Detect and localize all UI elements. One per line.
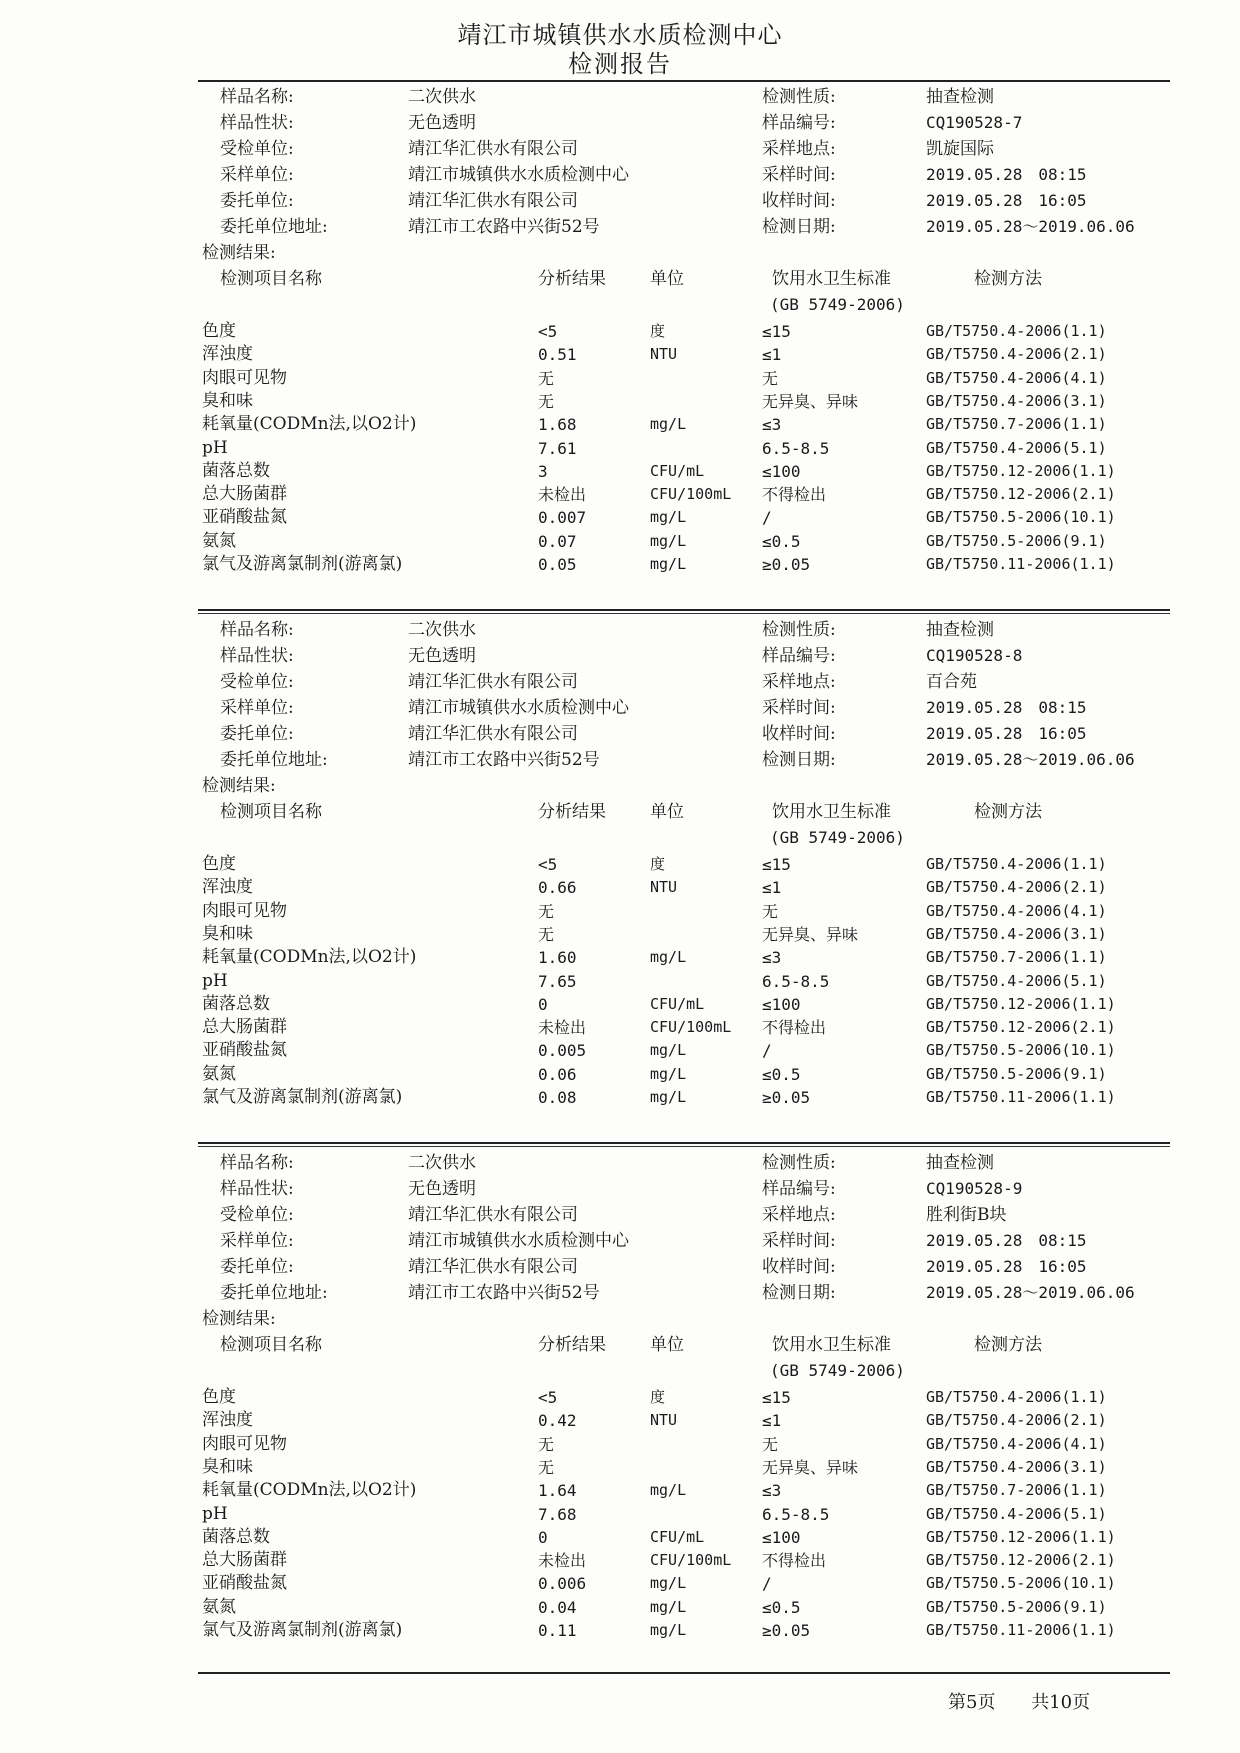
item-result: 无 bbox=[538, 901, 555, 921]
label-sample-name: 样品名称: bbox=[220, 1153, 294, 1173]
consignor-value: 靖江华汇供水有限公司 bbox=[408, 724, 578, 744]
client-value: 靖江华汇供水有限公司 bbox=[408, 1205, 578, 1225]
item-result: 0.007 bbox=[538, 508, 587, 528]
item-name: 氨氮 bbox=[202, 530, 236, 551]
item-name: 浑浊度 bbox=[202, 877, 253, 898]
item-unit: NTU bbox=[650, 878, 678, 897]
item-name: 氯气及游离氯制剂(游离氯) bbox=[202, 1087, 403, 1107]
item-standard: 6.5-8.5 bbox=[762, 971, 830, 991]
item-result: <5 bbox=[538, 322, 558, 341]
label-consignor-addr: 委托单位地址: bbox=[220, 750, 328, 770]
item-unit: mg/L bbox=[650, 948, 687, 967]
receive-time-value: 2019.05.28 16:05 bbox=[926, 724, 1087, 743]
footer-rule bbox=[198, 1672, 1170, 1674]
item-name: 菌落总数 bbox=[202, 993, 270, 1014]
item-name: 亚硝酸盐氮 bbox=[202, 507, 287, 528]
item-method: GB/T5750.4-2006(1.1) bbox=[926, 1388, 1107, 1406]
item-standard: ≤1 bbox=[762, 345, 782, 365]
item-method: GB/T5750.12-2006(1.1) bbox=[926, 461, 1116, 480]
label-sample-time: 采样时间: bbox=[762, 1231, 836, 1251]
item-name: 肉眼可见物 bbox=[202, 900, 287, 921]
label-receive-time: 收样时间: bbox=[762, 724, 836, 744]
sample-no-value: CQ190528-8 bbox=[926, 646, 1023, 665]
col-method-header: 检测方法 bbox=[974, 1335, 1042, 1355]
item-result: 未检出 bbox=[538, 1018, 587, 1038]
label-sampler: 采样单位: bbox=[220, 1231, 294, 1251]
item-method: GB/T5750.4-2006(5.1) bbox=[926, 438, 1107, 457]
label-sample-state: 样品性状: bbox=[220, 1179, 294, 1199]
item-method: GB/T5750.4-2006(2.1) bbox=[926, 878, 1107, 897]
item-method: GB/T5750.4-2006(1.1) bbox=[926, 322, 1107, 340]
item-name: 亚硝酸盐氮 bbox=[202, 1573, 287, 1594]
item-name: 氨氮 bbox=[202, 1063, 236, 1084]
item-name: 氨氮 bbox=[202, 1596, 236, 1617]
item-method: GB/T5750.7-2006(1.1) bbox=[926, 1481, 1107, 1500]
item-result: 未检出 bbox=[538, 1551, 587, 1571]
col-method-header: 检测方法 bbox=[974, 802, 1042, 822]
label-sampler: 采样单位: bbox=[220, 165, 294, 185]
test-type-value: 抽查检测 bbox=[926, 1153, 994, 1173]
item-standard: / bbox=[762, 1041, 772, 1061]
col-std-header: 饮用水卫生标准 bbox=[772, 802, 891, 822]
item-standard: 6.5-8.5 bbox=[762, 1504, 830, 1524]
col-method-header: 检测方法 bbox=[974, 269, 1042, 289]
label-test-type: 检测性质: bbox=[762, 620, 836, 640]
item-standard: ≤100 bbox=[762, 461, 801, 481]
item-name: 色度 bbox=[202, 321, 236, 341]
item-standard: ≥0.05 bbox=[762, 555, 811, 574]
item-standard: ≤15 bbox=[762, 1388, 791, 1407]
item-name: 色度 bbox=[202, 1387, 236, 1407]
item-method: GB/T5750.5-2006(9.1) bbox=[926, 1064, 1107, 1083]
label-sample-state: 样品性状: bbox=[220, 646, 294, 666]
item-result: 0.42 bbox=[538, 1411, 577, 1431]
sample-time-value: 2019.05.28 08:15 bbox=[926, 165, 1087, 184]
results-label: 检测结果: bbox=[202, 243, 276, 263]
sampler-value: 靖江市城镇供水水质检测中心 bbox=[408, 165, 629, 185]
label-consignor-addr: 委托单位地址: bbox=[220, 217, 328, 237]
item-result: 0 bbox=[538, 1527, 548, 1547]
item-result: 0.006 bbox=[538, 1574, 587, 1594]
consignor-value: 靖江华汇供水有限公司 bbox=[408, 191, 578, 211]
col-unit-header: 单位 bbox=[650, 1335, 684, 1355]
item-name: pH bbox=[202, 1503, 228, 1524]
section-divider-thin bbox=[198, 613, 1170, 614]
item-name: 臭和味 bbox=[202, 1456, 253, 1477]
item-standard: ≥0.05 bbox=[762, 1088, 811, 1107]
item-method: GB/T5750.4-2006(2.1) bbox=[926, 345, 1107, 364]
item-method: GB/T5750.5-2006(10.1) bbox=[926, 1041, 1116, 1060]
item-name: 耗氧量(CODMn法,以O2计) bbox=[202, 947, 417, 968]
item-standard: ≤0.5 bbox=[762, 1597, 801, 1617]
test-date-value: 2019.05.28～2019.06.06 bbox=[926, 217, 1135, 236]
label-sample-name: 样品名称: bbox=[220, 620, 294, 640]
test-date-value: 2019.05.28～2019.06.06 bbox=[926, 1283, 1135, 1302]
sample-state-value: 无色透明 bbox=[408, 646, 476, 666]
client-value: 靖江华汇供水有限公司 bbox=[408, 139, 578, 159]
item-method: GB/T5750.12-2006(1.1) bbox=[926, 1527, 1116, 1546]
sampler-value: 靖江市城镇供水水质检测中心 bbox=[408, 1231, 629, 1251]
results-label: 检测结果: bbox=[202, 1309, 276, 1329]
site-value: 胜利街B块 bbox=[926, 1205, 1007, 1225]
sample-no-value: CQ190528-7 bbox=[926, 113, 1023, 132]
item-result: 无 bbox=[538, 368, 555, 388]
item-result: 3 bbox=[538, 461, 548, 481]
item-result: 0.06 bbox=[538, 1064, 577, 1084]
item-method: GB/T5750.4-2006(3.1) bbox=[926, 924, 1107, 943]
item-unit: mg/L bbox=[650, 1597, 687, 1616]
test-type-value: 抽查检测 bbox=[926, 620, 994, 640]
label-test-date: 检测日期: bbox=[762, 750, 836, 770]
item-unit: NTU bbox=[650, 345, 678, 364]
label-sample-no: 样品编号: bbox=[762, 1179, 836, 1199]
item-result: 7.65 bbox=[538, 971, 577, 991]
label-client: 受检单位: bbox=[220, 672, 294, 692]
item-unit: mg/L bbox=[650, 508, 687, 527]
item-standard: ≤100 bbox=[762, 1527, 801, 1547]
item-standard: ≤3 bbox=[762, 948, 782, 968]
item-result: 0.51 bbox=[538, 345, 577, 365]
sample-time-value: 2019.05.28 08:15 bbox=[926, 1231, 1087, 1250]
item-unit: mg/L bbox=[650, 531, 687, 550]
label-sample-state: 样品性状: bbox=[220, 113, 294, 133]
sample-name-value: 二次供水 bbox=[408, 87, 476, 107]
results-label: 检测结果: bbox=[202, 776, 276, 796]
item-method: GB/T5750.5-2006(9.1) bbox=[926, 531, 1107, 550]
section-divider bbox=[198, 1142, 1170, 1144]
org-title: 靖江市城镇供水水质检测中心 bbox=[457, 21, 783, 49]
item-method: GB/T5750.12-2006(1.1) bbox=[926, 994, 1116, 1013]
col-unit-header: 单位 bbox=[650, 269, 684, 289]
item-result: 0.005 bbox=[538, 1041, 587, 1061]
item-result: 0.11 bbox=[538, 1621, 577, 1640]
test-date-value: 2019.05.28～2019.06.06 bbox=[926, 750, 1135, 769]
label-test-date: 检测日期: bbox=[762, 1283, 836, 1303]
item-name: 臭和味 bbox=[202, 923, 253, 944]
item-result: 0.05 bbox=[538, 555, 577, 574]
item-name: 总大肠菌群 bbox=[202, 484, 287, 505]
col-std-subheader: (GB 5749-2006) bbox=[770, 1361, 905, 1380]
item-method: GB/T5750.5-2006(9.1) bbox=[926, 1597, 1107, 1616]
consignor-addr-value: 靖江市工农路中兴街52号 bbox=[408, 217, 600, 237]
item-result: 7.68 bbox=[538, 1504, 577, 1524]
item-standard: 无 bbox=[762, 1434, 779, 1454]
item-name: 总大肠菌群 bbox=[202, 1017, 287, 1038]
label-site: 采样地点: bbox=[762, 1205, 836, 1225]
item-method: GB/T5750.4-2006(1.1) bbox=[926, 855, 1107, 873]
item-unit: mg/L bbox=[650, 1064, 687, 1083]
col-std-subheader: (GB 5749-2006) bbox=[770, 828, 905, 847]
item-method: GB/T5750.12-2006(2.1) bbox=[926, 1551, 1116, 1570]
item-method: GB/T5750.4-2006(2.1) bbox=[926, 1411, 1107, 1430]
item-method: GB/T5750.4-2006(4.1) bbox=[926, 1434, 1107, 1453]
item-standard: ≤0.5 bbox=[762, 1064, 801, 1084]
col-result-header: 分析结果 bbox=[538, 1335, 606, 1355]
col-item-header: 检测项目名称 bbox=[220, 802, 322, 822]
item-result: 1.68 bbox=[538, 415, 577, 435]
item-standard: 不得检出 bbox=[762, 1551, 827, 1571]
item-standard: ≤1 bbox=[762, 1411, 782, 1431]
item-unit: mg/L bbox=[650, 1574, 687, 1593]
label-test-date: 检测日期: bbox=[762, 217, 836, 237]
col-result-header: 分析结果 bbox=[538, 802, 606, 822]
sample-name-value: 二次供水 bbox=[408, 1153, 476, 1173]
label-test-type: 检测性质: bbox=[762, 1153, 836, 1173]
item-unit: mg/L bbox=[650, 1041, 687, 1060]
item-result: 无 bbox=[538, 391, 555, 411]
item-unit: mg/L bbox=[650, 1621, 687, 1639]
col-unit-header: 单位 bbox=[650, 802, 684, 822]
test-type-value: 抽查检测 bbox=[926, 87, 994, 107]
sample-state-value: 无色透明 bbox=[408, 1179, 476, 1199]
label-site: 采样地点: bbox=[762, 672, 836, 692]
receive-time-value: 2019.05.28 16:05 bbox=[926, 1257, 1087, 1276]
page-total: 共10页 bbox=[1031, 1692, 1091, 1713]
item-name: pH bbox=[202, 437, 228, 458]
item-standard: 无异臭、异味 bbox=[762, 1457, 859, 1477]
item-name: 总大肠菌群 bbox=[202, 1550, 287, 1571]
label-consignor: 委托单位: bbox=[220, 724, 294, 744]
item-standard: ≤3 bbox=[762, 415, 782, 435]
client-value: 靖江华汇供水有限公司 bbox=[408, 672, 578, 692]
item-unit: CFU/100mL bbox=[650, 1018, 732, 1037]
item-unit: mg/L bbox=[650, 555, 687, 573]
item-standard: ≤15 bbox=[762, 322, 791, 341]
item-method: GB/T5750.5-2006(10.1) bbox=[926, 1574, 1116, 1593]
item-method: GB/T5750.11-2006(1.1) bbox=[926, 1088, 1116, 1106]
col-std-subheader: (GB 5749-2006) bbox=[770, 295, 905, 314]
item-method: GB/T5750.7-2006(1.1) bbox=[926, 415, 1107, 434]
item-name: 肉眼可见物 bbox=[202, 367, 287, 388]
item-standard: ≤0.5 bbox=[762, 531, 801, 551]
sample-name-value: 二次供水 bbox=[408, 620, 476, 640]
item-unit: mg/L bbox=[650, 1481, 687, 1500]
label-sampler: 采样单位: bbox=[220, 698, 294, 718]
item-standard: 不得检出 bbox=[762, 1018, 827, 1038]
item-result: 0.04 bbox=[538, 1597, 577, 1617]
item-unit: mg/L bbox=[650, 1088, 687, 1106]
sample-no-value: CQ190528-9 bbox=[926, 1179, 1023, 1198]
item-unit: CFU/mL bbox=[650, 994, 705, 1013]
label-client: 受检单位: bbox=[220, 1205, 294, 1225]
label-sample-name: 样品名称: bbox=[220, 87, 294, 107]
item-name: 臭和味 bbox=[202, 390, 253, 411]
item-name: 浑浊度 bbox=[202, 344, 253, 365]
item-method: GB/T5750.11-2006(1.1) bbox=[926, 555, 1116, 573]
label-receive-time: 收样时间: bbox=[762, 1257, 836, 1277]
col-result-header: 分析结果 bbox=[538, 269, 606, 289]
item-result: 0.66 bbox=[538, 878, 577, 898]
item-name: 菌落总数 bbox=[202, 460, 270, 481]
item-result: 未检出 bbox=[538, 485, 587, 505]
item-method: GB/T5750.11-2006(1.1) bbox=[926, 1621, 1116, 1639]
col-std-header: 饮用水卫生标准 bbox=[772, 1335, 891, 1355]
col-item-header: 检测项目名称 bbox=[220, 1335, 322, 1355]
item-method: GB/T5750.4-2006(3.1) bbox=[926, 391, 1107, 410]
sample-time-value: 2019.05.28 08:15 bbox=[926, 698, 1087, 717]
item-standard: ≤3 bbox=[762, 1481, 782, 1501]
page-footer bbox=[948, 1690, 1120, 1716]
sampler-value: 靖江市城镇供水水质检测中心 bbox=[408, 698, 629, 718]
consignor-value: 靖江华汇供水有限公司 bbox=[408, 1257, 578, 1277]
item-result: 无 bbox=[538, 1457, 555, 1477]
item-result: 1.60 bbox=[538, 948, 577, 968]
label-sample-no: 样品编号: bbox=[762, 113, 836, 133]
item-result: 0 bbox=[538, 994, 548, 1014]
site-value: 凯旋国际 bbox=[926, 139, 994, 159]
item-result: 无 bbox=[538, 924, 555, 944]
item-unit: CFU/100mL bbox=[650, 485, 732, 504]
label-consignor-addr: 委托单位地址: bbox=[220, 1283, 328, 1303]
item-result: 0.08 bbox=[538, 1088, 577, 1107]
item-result: 无 bbox=[538, 1434, 555, 1454]
section-divider-thin bbox=[198, 1146, 1170, 1147]
item-name: 色度 bbox=[202, 854, 236, 874]
item-name: 菌落总数 bbox=[202, 1526, 270, 1547]
sample-state-value: 无色透明 bbox=[408, 113, 476, 133]
consignor-addr-value: 靖江市工农路中兴街52号 bbox=[408, 1283, 600, 1303]
label-consignor: 委托单位: bbox=[220, 1257, 294, 1277]
consignor-addr-value: 靖江市工农路中兴街52号 bbox=[408, 750, 600, 770]
page-number: 第5页 bbox=[948, 1692, 996, 1713]
label-receive-time: 收样时间: bbox=[762, 191, 836, 211]
item-standard: 无 bbox=[762, 368, 779, 388]
item-method: GB/T5750.12-2006(2.1) bbox=[926, 485, 1116, 504]
item-standard: 不得检出 bbox=[762, 485, 827, 505]
item-standard: 6.5-8.5 bbox=[762, 438, 830, 458]
label-sample-no: 样品编号: bbox=[762, 646, 836, 666]
item-name: pH bbox=[202, 970, 228, 991]
item-standard: 无异臭、异味 bbox=[762, 391, 859, 411]
item-result: <5 bbox=[538, 855, 558, 874]
item-unit: NTU bbox=[650, 1411, 678, 1430]
item-standard: ≤1 bbox=[762, 878, 782, 898]
item-method: GB/T5750.5-2006(10.1) bbox=[926, 508, 1116, 527]
item-unit: CFU/mL bbox=[650, 461, 705, 480]
item-method: GB/T5750.4-2006(4.1) bbox=[926, 901, 1107, 920]
item-standard: ≤100 bbox=[762, 994, 801, 1014]
label-sample-time: 采样时间: bbox=[762, 165, 836, 185]
item-result: 0.07 bbox=[538, 531, 577, 551]
item-unit: 度 bbox=[650, 322, 666, 340]
item-name: 耗氧量(CODMn法,以O2计) bbox=[202, 414, 417, 435]
item-unit: 度 bbox=[650, 855, 666, 873]
report-title: 检测报告 bbox=[568, 50, 672, 78]
item-method: GB/T5750.4-2006(5.1) bbox=[926, 1504, 1107, 1523]
col-std-header: 饮用水卫生标准 bbox=[772, 269, 891, 289]
item-standard: / bbox=[762, 1574, 772, 1594]
item-method: GB/T5750.7-2006(1.1) bbox=[926, 948, 1107, 967]
item-method: GB/T5750.12-2006(2.1) bbox=[926, 1018, 1116, 1037]
section-divider bbox=[198, 609, 1170, 611]
receive-time-value: 2019.05.28 16:05 bbox=[926, 191, 1087, 210]
item-standard: ≤15 bbox=[762, 855, 791, 874]
sample-section bbox=[0, 0, 1240, 574]
item-unit: 度 bbox=[650, 1388, 666, 1406]
item-standard: 无 bbox=[762, 901, 779, 921]
item-standard: 无异臭、异味 bbox=[762, 924, 859, 944]
item-unit: mg/L bbox=[650, 415, 687, 434]
item-method: GB/T5750.4-2006(3.1) bbox=[926, 1457, 1107, 1476]
site-value: 百合苑 bbox=[926, 672, 977, 692]
item-method: GB/T5750.4-2006(5.1) bbox=[926, 971, 1107, 990]
item-result: 1.64 bbox=[538, 1481, 577, 1501]
label-test-type: 检测性质: bbox=[762, 87, 836, 107]
item-unit: CFU/100mL bbox=[650, 1551, 732, 1570]
label-site: 采样地点: bbox=[762, 139, 836, 159]
item-result: <5 bbox=[538, 1388, 558, 1407]
item-standard: ≥0.05 bbox=[762, 1621, 811, 1640]
col-item-header: 检测项目名称 bbox=[220, 269, 322, 289]
item-name: 耗氧量(CODMn法,以O2计) bbox=[202, 1480, 417, 1501]
item-name: 氯气及游离氯制剂(游离氯) bbox=[202, 1620, 403, 1640]
item-name: 亚硝酸盐氮 bbox=[202, 1040, 287, 1061]
item-standard: / bbox=[762, 508, 772, 528]
label-client: 受检单位: bbox=[220, 139, 294, 159]
item-name: 肉眼可见物 bbox=[202, 1433, 287, 1454]
item-name: 浑浊度 bbox=[202, 1410, 253, 1431]
label-sample-time: 采样时间: bbox=[762, 698, 836, 718]
item-method: GB/T5750.4-2006(4.1) bbox=[926, 368, 1107, 387]
label-consignor: 委托单位: bbox=[220, 191, 294, 211]
item-result: 7.61 bbox=[538, 438, 577, 458]
item-name: 氯气及游离氯制剂(游离氯) bbox=[202, 554, 403, 574]
item-unit: CFU/mL bbox=[650, 1527, 705, 1546]
